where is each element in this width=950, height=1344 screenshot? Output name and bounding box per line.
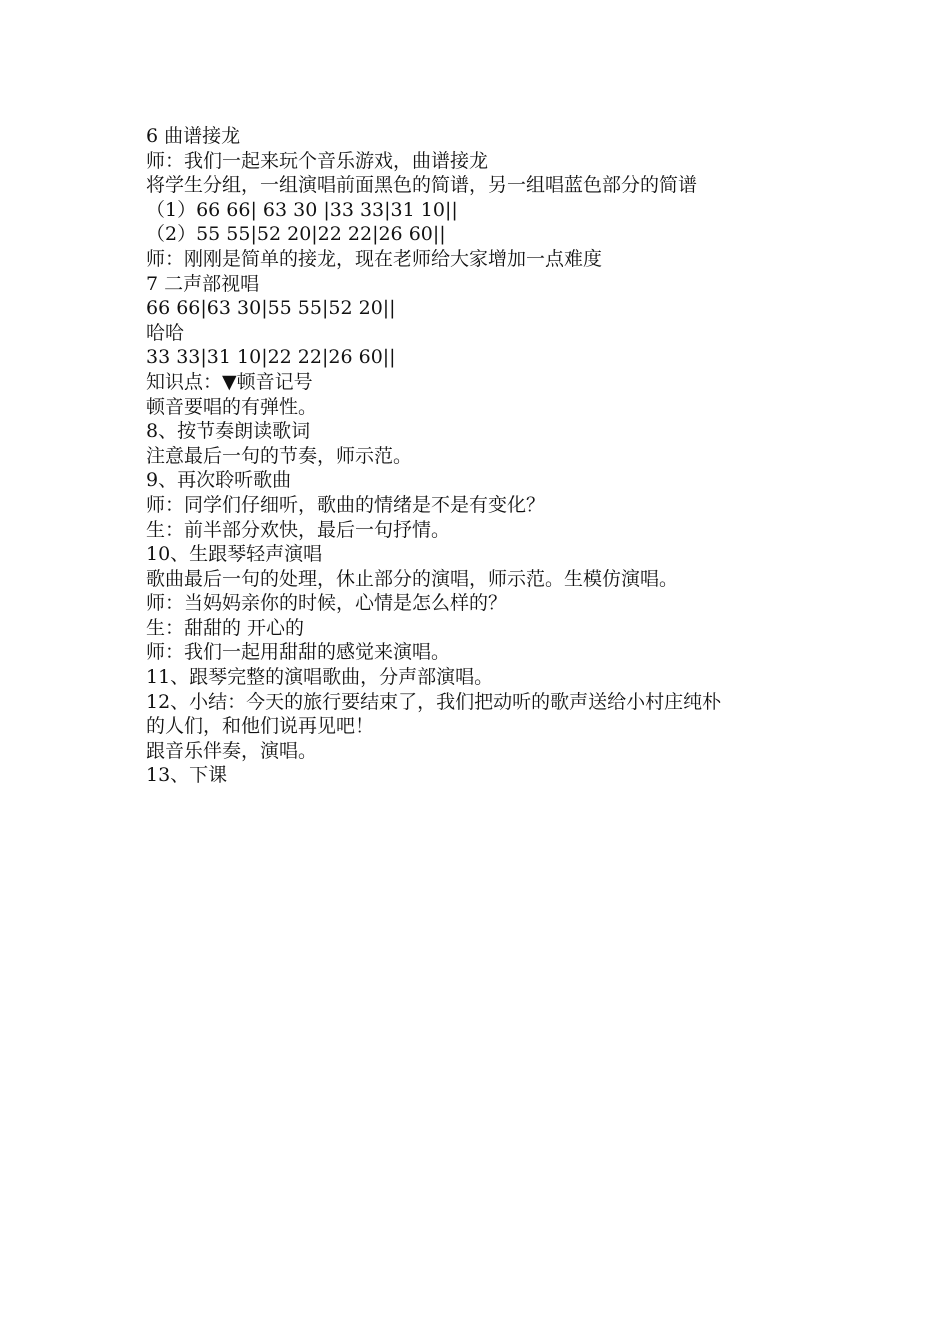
knowledge-point-line: 知识点：▼顿音记号 bbox=[146, 370, 313, 393]
body-line: 跟音乐伴奏，演唱。 bbox=[146, 739, 318, 762]
section-heading-8: 8、按节奏朗读歌词 bbox=[146, 420, 311, 443]
body-line: 注意最后一句的节奏，师示范。 bbox=[146, 444, 413, 467]
section-heading-13: 13、下课 bbox=[146, 764, 228, 787]
section-heading-7: 7 二声部视唱 bbox=[146, 272, 260, 295]
teacher-line: 师：当妈妈亲你的时候，心情是怎么样的？ bbox=[146, 592, 508, 615]
section-heading-11: 11、跟琴完整的演唱歌曲，分声部演唱。 bbox=[146, 666, 494, 689]
notation-line-4: 33 33|31 10|22 22|26 60|| bbox=[146, 346, 396, 369]
document-body bbox=[146, 124, 826, 788]
teacher-line: 师：同学们仔细听，歌曲的情绪是不是有变化？ bbox=[146, 493, 546, 516]
instruction-line: 将学生分组，一组演唱前面黑色的简谱，另一组唱蓝色部分的简谱 bbox=[146, 174, 698, 197]
section-heading-6: 6 曲谱接龙 bbox=[146, 125, 241, 147]
section-heading-10: 10、生跟琴轻声演唱 bbox=[146, 543, 323, 566]
section-heading-9: 9、再次聆听歌曲 bbox=[146, 469, 292, 492]
body-line: 顿音要唱的有弹性。 bbox=[146, 395, 318, 418]
notation-line-2: （2）55 55|52 20|22 22|26 60|| bbox=[146, 223, 446, 246]
notation-line-3: 66 66|63 30|55 55|52 20|| bbox=[146, 297, 396, 320]
lyric-line: 哈哈 bbox=[146, 321, 185, 344]
teacher-line: 师：我们一起用甜甜的感觉来演唱。 bbox=[146, 641, 451, 664]
student-line: 生：甜甜的 开心的 bbox=[146, 616, 305, 639]
student-line: 生：前半部分欢快，最后一句抒情。 bbox=[146, 518, 451, 541]
section-heading-12: 12、小结：今天的旅行要结束了，我们把动听的歌声送给小村庄纯朴 bbox=[146, 690, 722, 713]
body-line-continued: 的人们，和他们说再见吧！ bbox=[146, 715, 375, 738]
teacher-line: 师：我们一起来玩个音乐游戏，曲谱接龙 bbox=[146, 149, 489, 172]
teacher-line: 师：刚刚是简单的接龙，现在老师给大家增加一点难度 bbox=[146, 247, 603, 270]
notation-line-1: （1）66 66| 63 30 |33 33|31 10|| bbox=[146, 198, 458, 221]
body-line: 歌曲最后一句的处理，休止部分的演唱，师示范。生模仿演唱。 bbox=[146, 567, 679, 590]
